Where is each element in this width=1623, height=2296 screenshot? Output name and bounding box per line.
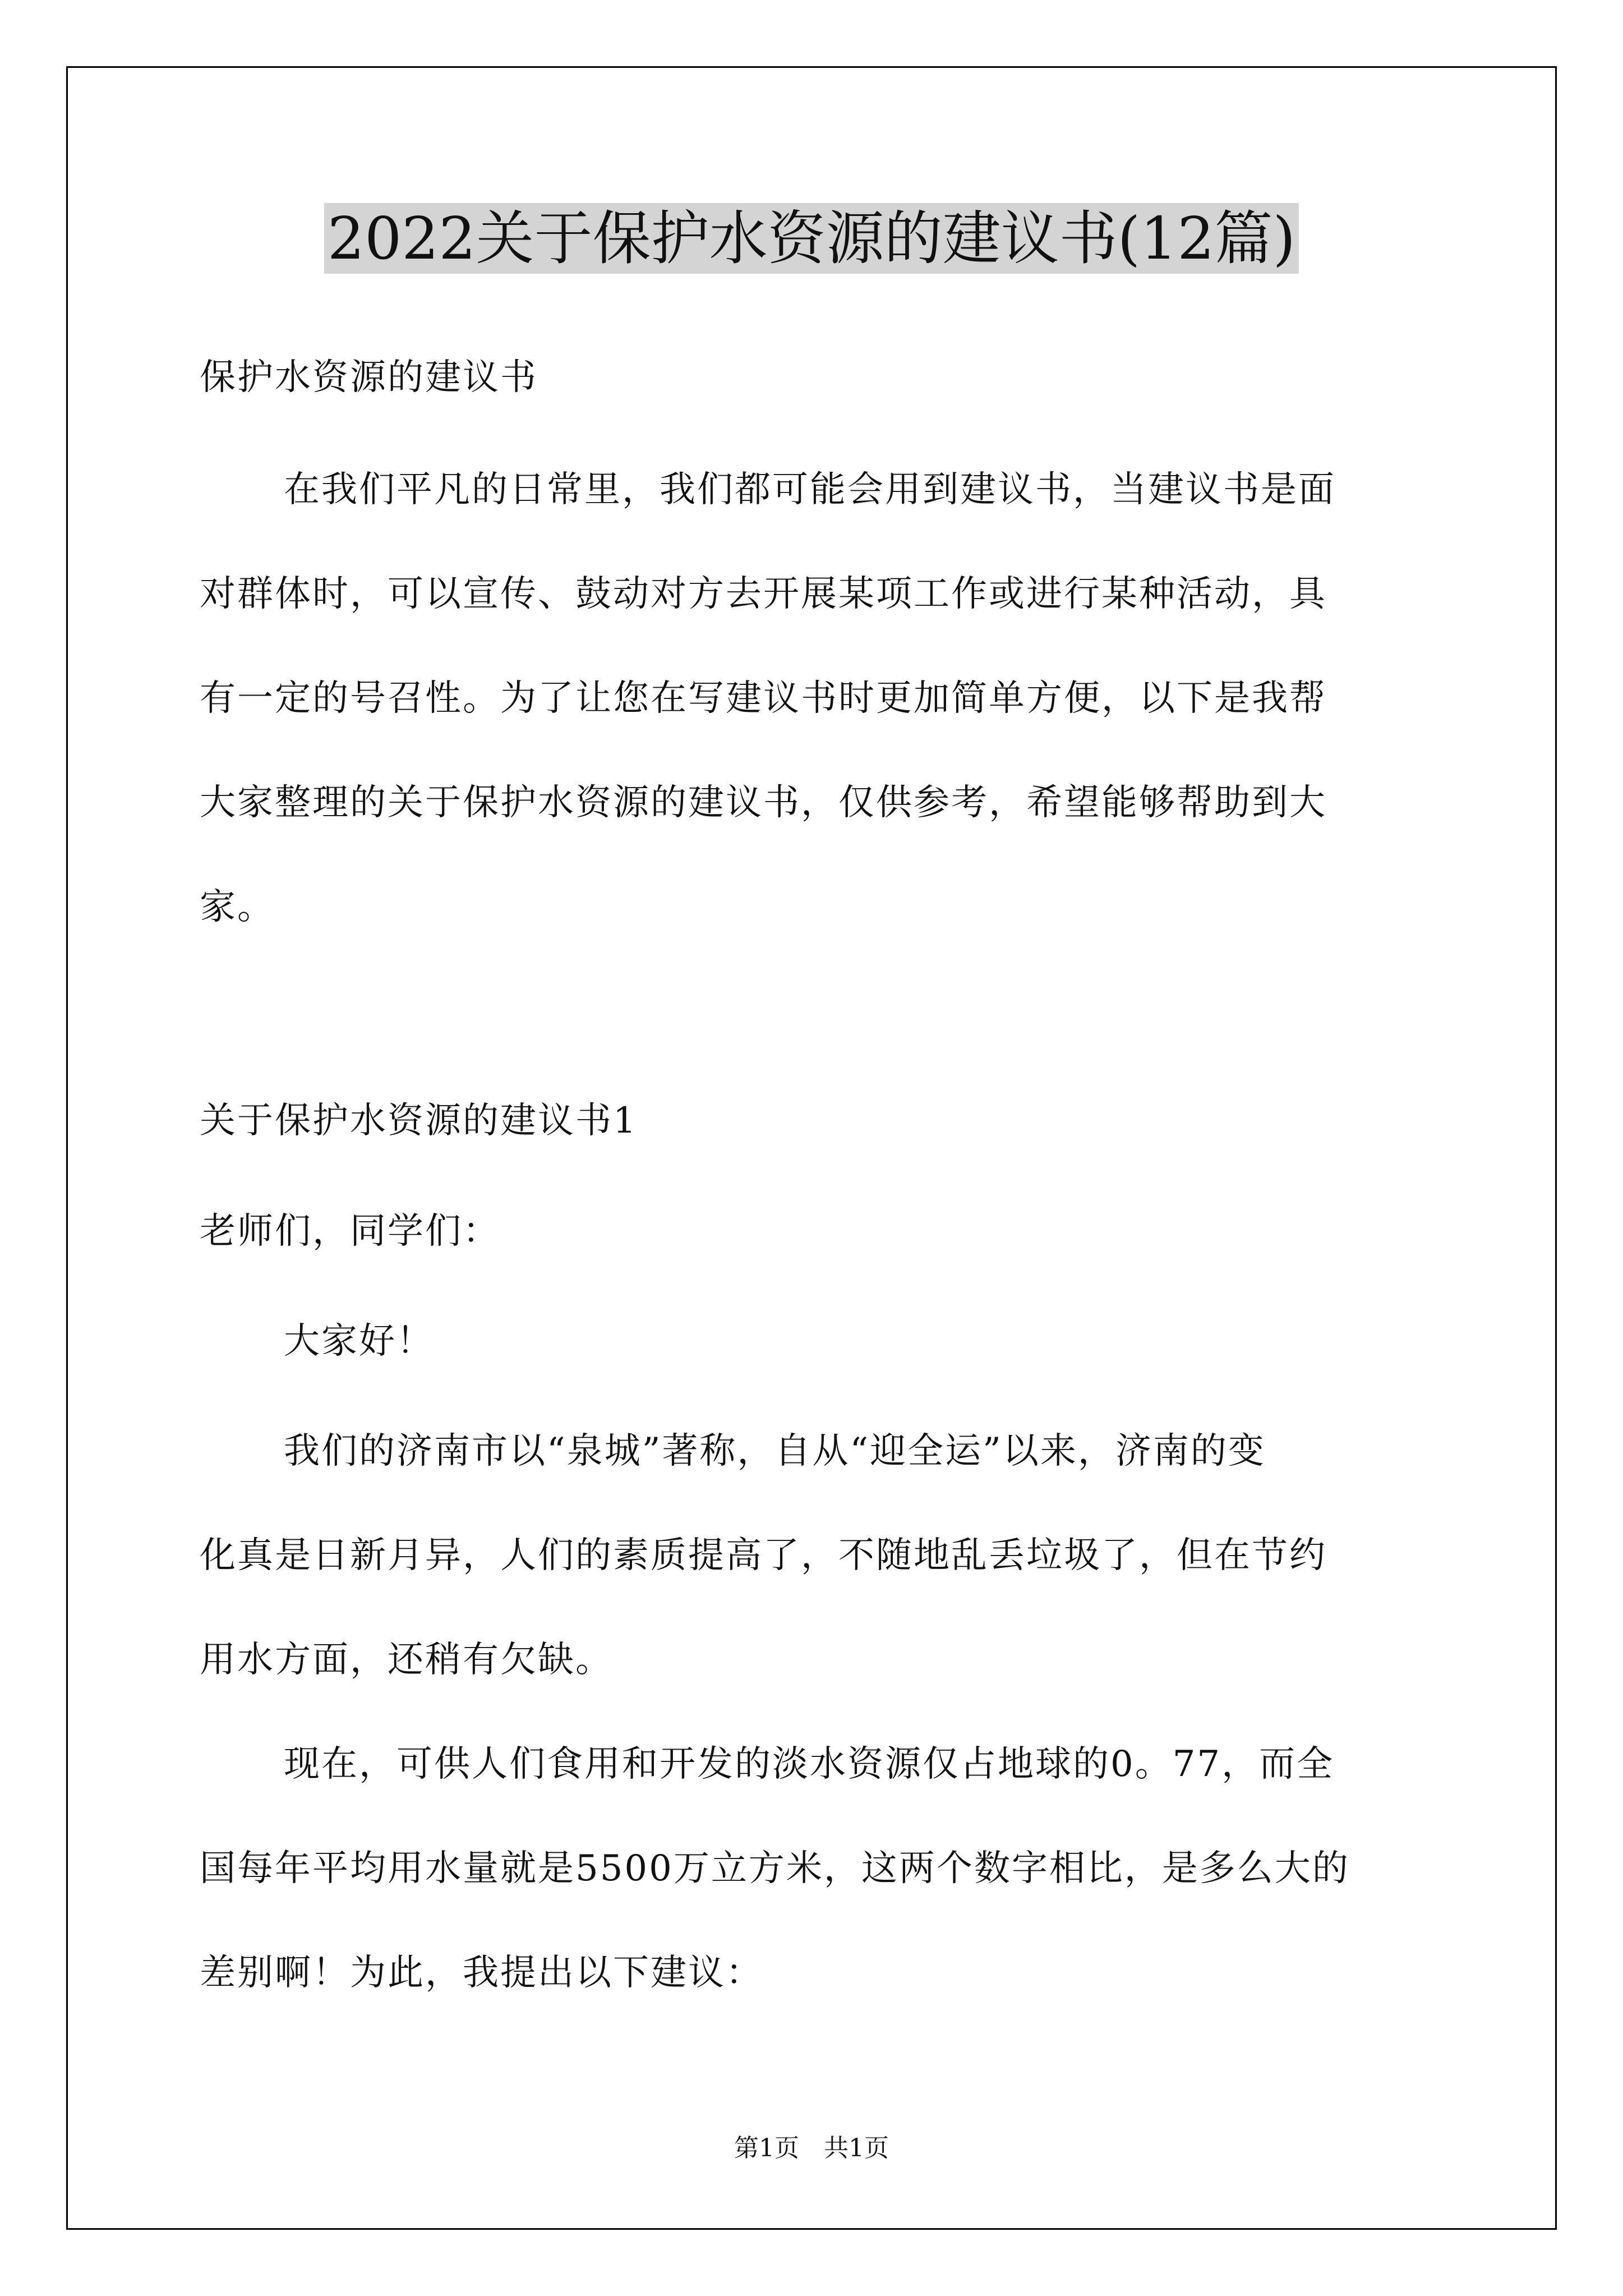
paragraph-line: 我们的济南市以“泉城”著称，自从“迎全运”以来，济南的变	[284, 1430, 1266, 1472]
page-number-footer: 第1页 共1页	[734, 2134, 889, 2162]
paragraph-line: 化真是日新月异，人们的素质提高了，不随地乱丢垃圾了，但在节约	[200, 1535, 1327, 1576]
section-heading: 关于保护水资源的建议书1	[200, 1100, 638, 1142]
document-title	[0, 199, 1623, 278]
paragraph-line: 有一定的号召性。为了让您在写建议书时更加简单方便，以下是我帮	[200, 678, 1327, 719]
paragraph-line: 家。	[200, 886, 275, 928]
paragraph-line: 大家整理的关于保护水资源的建议书，仅供参考，希望能够帮助到大	[200, 782, 1327, 823]
salutation-line: 老师们，同学们：	[200, 1211, 500, 1252]
paragraph-line: 用水方面，还稍有欠缺。	[200, 1639, 613, 1681]
paragraph-line: 现在，可供人们食用和开发的淡水资源仅占地球的0。77，而全	[284, 1743, 1335, 1785]
paragraph-line: 对群体时，可以宣传、鼓动对方去开展某项工作或进行某种活动，具	[200, 573, 1327, 615]
document-title-text: 2022关于保护水资源的建议书(12篇)	[324, 203, 1299, 274]
paragraph-line: 差别啊！为此，我提出以下建议：	[200, 1952, 763, 1994]
greeting-line: 大家好！	[284, 1320, 434, 1362]
subtitle-line: 保护水资源的建议书	[200, 357, 538, 398]
paragraph-line: 国每年平均用水量就是5500万立方米，这两个数字相比，是多么大的	[200, 1848, 1350, 1889]
paragraph-line: 在我们平凡的日常里，我们都可能会用到建议书，当建议书是面	[284, 469, 1336, 510]
